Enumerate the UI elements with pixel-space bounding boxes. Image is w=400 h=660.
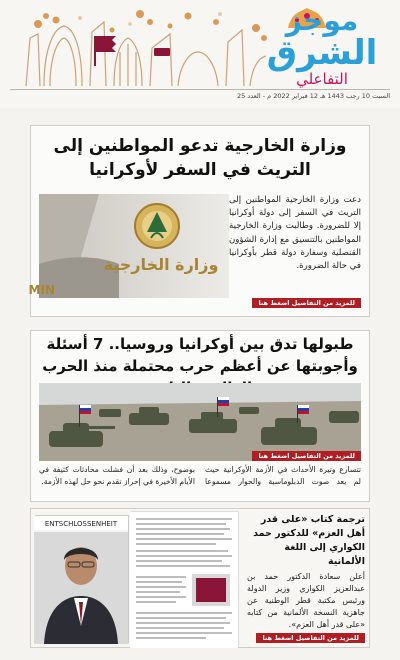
story1-body: دعت وزارة الخارجية المواطنين إلى التريث في السفر إلى دولة أوكرانيا إلا للضرورة. وطالبت وزارة الخارجية المواطنين بالتنسيق مع إدارة الشؤون القنصلية وسفارة دولة قطر بأوكرانيا في حالة الضرورة.: [229, 195, 361, 272]
book-cover-title: ENTSCHLOSSENHEIT: [44, 520, 118, 528]
ministry-sign-arabic: وزارة الخارجية: [103, 255, 219, 274]
story-book-translation: [30, 508, 370, 648]
story1-photo[interactable]: [28, 194, 229, 298]
story1-more-details-button[interactable]: للمزيد من التفاصيل اضغط هنا: [252, 298, 361, 308]
story3-more-details-button[interactable]: للمزيد من التفاصيل اضغط هنا: [256, 633, 365, 643]
story2-headline[interactable]: طبولها تدق بين أوكرانيا وروسيا.. 7 أسئلة وأجوبتها عن أعظم حرب محتملة منذ الحرب: [42, 335, 358, 375]
brand-name-line2: الشرق: [266, 33, 378, 73]
masthead-divider: [10, 89, 390, 90]
tanks-field-photo: [39, 383, 361, 461]
book-page-scan: [131, 511, 239, 647]
story2-body: تتسارع وتيرة الأحداث في الأزمة الأوكرانية حيث لم يعد صوت الدبلوماسية والحوار مسموعا بوضوح، وذلك بعد أن فشلت محادثات كثيفة في الأيام الأخيرة في إحراز تقدم نحو حل لهذه الأزمة.: [39, 465, 361, 486]
qatar-emblem: [135, 204, 179, 248]
story3-headline[interactable]: ترجمة كتاب «على قدر أهل العزم» للدكتور حمد الكواري إلى اللغة الألمانية: [253, 514, 365, 567]
story-ukraine-russia: [30, 330, 370, 502]
brand-logo: [262, 6, 382, 88]
ministry-building-photo: [28, 194, 229, 298]
book-cover-portrait: [34, 516, 128, 644]
book-cover-image[interactable]: [35, 515, 129, 643]
story2-more-details-button[interactable]: للمزيد من التفاصيل اضغط هنا: [252, 451, 361, 461]
doha-skyline-illustration: [20, 8, 270, 88]
document-text-lines: [130, 512, 238, 648]
story2-photo[interactable]: [39, 383, 361, 461]
masthead: [0, 0, 400, 108]
story-foreign-ministry: [30, 125, 370, 317]
brand-tagline: التفاعلي: [296, 70, 348, 88]
brand-name-line1: موجز: [285, 4, 359, 37]
story3-body: أعلن سعادة الدكتور حمد بن عبدالعزيز الكواري وزير الدولة ورئيس مكتبة قطر الوطنية عن جاهزية النسخة الألمانية من كتابه «على قدر أهل العزم».: [247, 572, 365, 629]
ministry-sign-latin: MIN: [28, 283, 55, 297]
story1-headline[interactable]: وزارة الخارجية تدعو المواطنين إلى التريث في السفر لأوكرانيا: [53, 136, 347, 180]
issue-date-line: السبت 10 رجب 1443 هـ 12 فبراير 2022 م - العدد 25: [237, 92, 390, 100]
